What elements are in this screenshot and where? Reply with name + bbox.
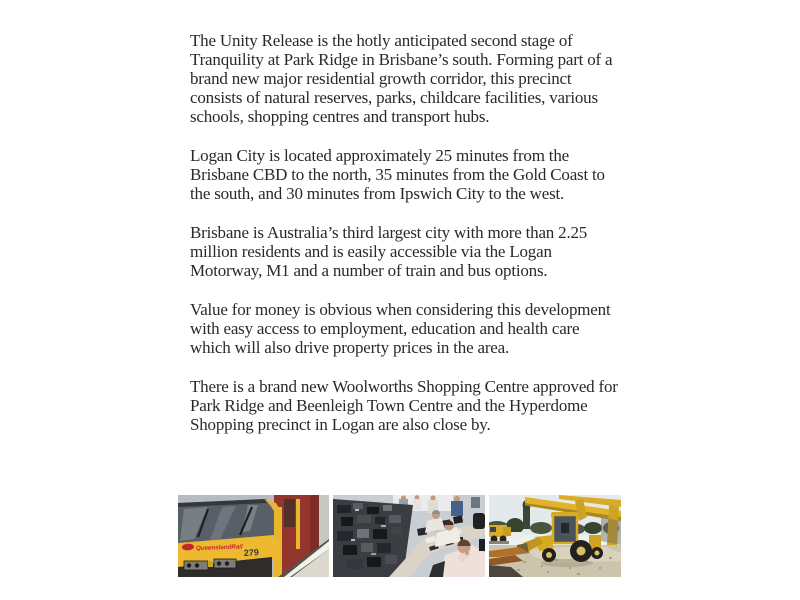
description-text bbox=[190, 31, 630, 454]
text-line: Value for money is obvious when considering this development bbox=[190, 300, 611, 319]
text-line: with easy access to employment, education and health care bbox=[190, 319, 580, 338]
queensland-rail-logo-text: QueenslandRail bbox=[195, 543, 243, 552]
text-line: The Unity Release is the hotly anticipated second stage of bbox=[190, 31, 573, 50]
text-line: There is a brand new Woolworths Shopping Centre approved for bbox=[190, 377, 618, 396]
paragraph-shopping bbox=[190, 377, 630, 434]
text-line: Brisbane CBD to the north, 35 minutes from the Gold Coast to bbox=[190, 165, 605, 184]
construction-image bbox=[489, 495, 621, 577]
text-line: Tranquility at Park Ridge in Brisbane’s south. Forming part of a bbox=[190, 50, 613, 69]
text-line: million residents and is easily accessible via the Logan bbox=[190, 242, 552, 261]
queensland-rail-train-photo bbox=[178, 495, 329, 577]
paragraph-brisbane bbox=[190, 223, 630, 280]
photo-strip bbox=[178, 495, 621, 577]
white-van bbox=[511, 532, 522, 539]
text-line: Brisbane is Australia’s third largest city with more than 2.25 bbox=[190, 223, 588, 242]
text-line: Shopping precinct in Logan are also close by. bbox=[190, 415, 491, 434]
train-image bbox=[178, 495, 329, 577]
paragraph-logan-city bbox=[190, 146, 630, 203]
text-line: Park Ridge and Beenleigh Town Centre and the Hyperdome bbox=[190, 396, 588, 415]
text-line: Motorway, M1 and a number of train and bus options. bbox=[190, 261, 548, 280]
text-line: schools, shopping centres and transport hubs. bbox=[190, 107, 490, 126]
paragraph-unity-release bbox=[190, 31, 630, 126]
paragraph-value bbox=[190, 300, 630, 357]
text-line: brand new major residential growth corridor, this precinct bbox=[190, 69, 572, 88]
construction-site-photo bbox=[489, 495, 621, 577]
control-room-photo bbox=[333, 495, 485, 577]
control-room-image bbox=[333, 495, 485, 577]
train-unit-number: 279 bbox=[243, 547, 260, 558]
text-line: the south, and 30 minutes from Ipswich City to the west. bbox=[190, 184, 565, 203]
dump-truck bbox=[489, 525, 511, 544]
text-line: which will also drive property prices in the area. bbox=[190, 338, 510, 357]
text-line: Logan City is located approximately 25 minutes from the bbox=[190, 146, 569, 165]
text-line: consists of natural reserves, parks, childcare facilities, various bbox=[190, 88, 598, 107]
